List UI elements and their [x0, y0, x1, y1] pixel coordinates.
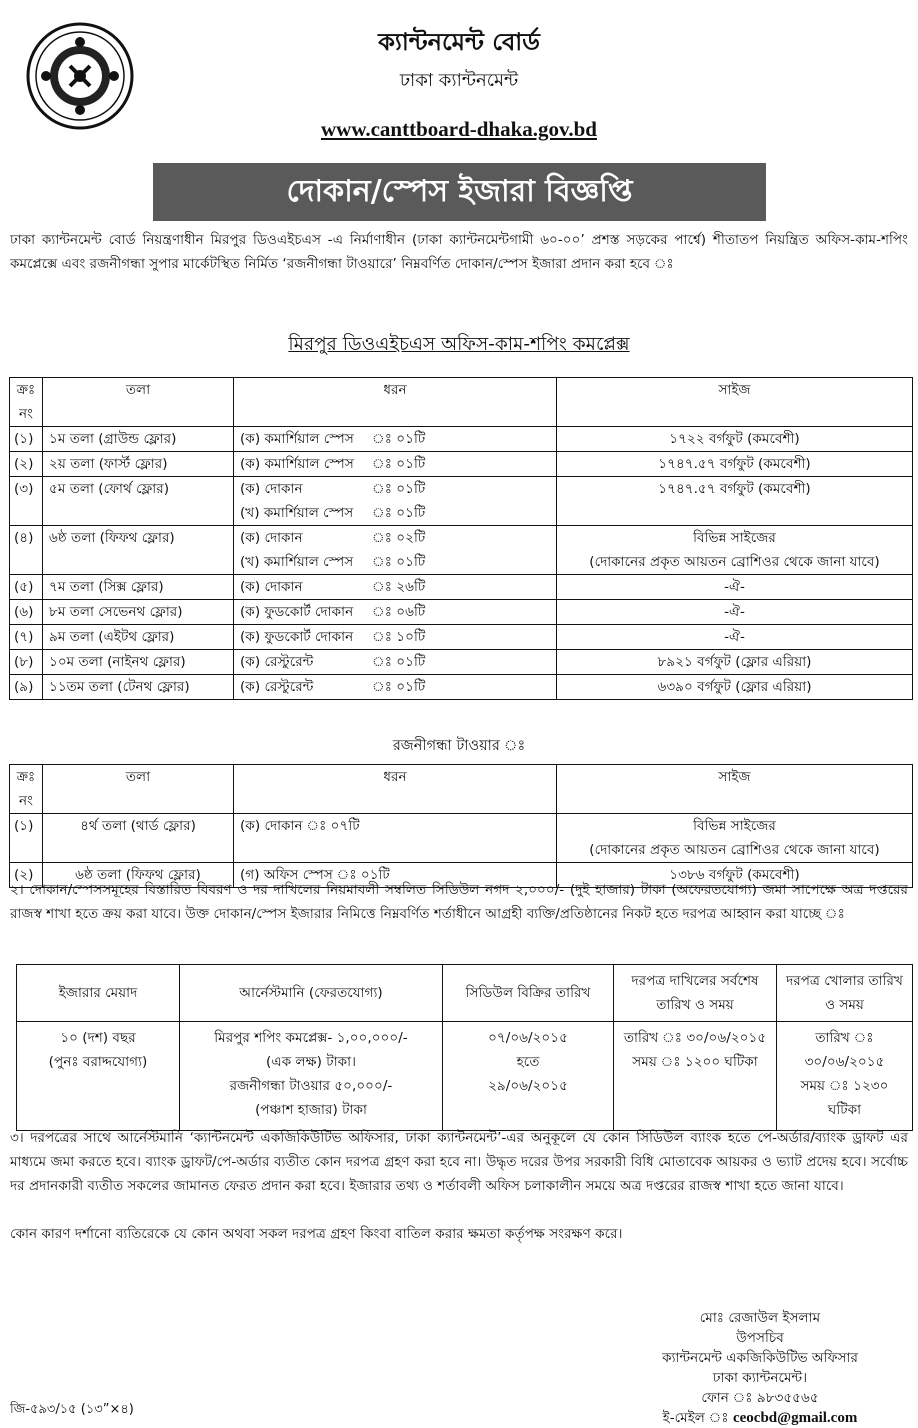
- website-link[interactable]: www.canttboard-dhaka.gov.bd: [321, 117, 597, 141]
- signatory-phone: ফোন ঃ ৯৮৩৫৫৬৫: [701, 1390, 819, 1406]
- floor-cell: ৭ম তলা (সিক্স ফ্লোর): [43, 575, 234, 600]
- type-cell: [234, 650, 557, 675]
- size-cell: [557, 526, 913, 575]
- submission-time: সময় ঃ ১২০০ ঘটিকা: [632, 1054, 758, 1070]
- opening-cell: [777, 1022, 913, 1131]
- type-label: (ক) কমার্শিয়াল স্পেস: [240, 431, 354, 447]
- serial-cell: (২): [10, 863, 43, 888]
- type-count: ঃ ০১টি: [372, 481, 426, 497]
- schedule-sale-cell: [443, 1022, 614, 1131]
- table-row: [10, 625, 913, 650]
- type-cell: (গ) অফিস স্পেস ঃ ০১টি: [234, 863, 557, 888]
- serial-cell: (৯): [10, 675, 43, 700]
- type-cell: [234, 600, 557, 625]
- type-label: (খ) কমার্শিয়াল স্পেস: [240, 554, 354, 570]
- earnest-money-line: (পঞ্চাশ হাজার) টাকা: [255, 1102, 367, 1118]
- col-header-size: সাইজ: [557, 765, 913, 814]
- serial-cell: (১): [10, 427, 43, 452]
- lease-period-cell: [17, 1022, 180, 1131]
- type-label: (ক) রেস্টুরেন্ট: [240, 679, 314, 695]
- notice-banner: দোকান/স্পেস ইজারা বিজ্ঞপ্তি: [153, 163, 766, 221]
- floor-cell: ৫ম তলা (ফোর্থ ফ্লোর): [43, 477, 234, 526]
- type-count: ঃ ০১টি: [372, 456, 426, 472]
- size-line: বিভিন্ন সাইজের: [693, 818, 776, 834]
- table-row: [10, 675, 913, 700]
- table-row: [10, 650, 913, 675]
- signatory-name: মোঃ রেজাউল ইসলাম: [699, 1310, 821, 1326]
- size-line: ১৭৪৭.৫৭ বর্গফুট (কমবেশী): [658, 481, 811, 497]
- table-row: [10, 814, 913, 863]
- sale-date-line: ০৭/০৬/২০১৫: [488, 1030, 568, 1046]
- type-label: (ক) দোকান: [240, 481, 303, 497]
- signatory-office: ক্যান্টনমেন্ট একজিকিউটিভ অফিসার: [662, 1350, 858, 1366]
- serial-cell: (৮): [10, 650, 43, 675]
- size-line: ১৭৪৭.৫৭ বর্গফুট (কমবেশী): [658, 456, 811, 472]
- size-line: ১৭২২ বর্গফুট (কমবেশী): [669, 431, 800, 447]
- mirpur-space-table: [9, 377, 913, 700]
- email-link[interactable]: ceocbd@gmail.com: [732, 1410, 858, 1426]
- type-label: (ক) রেস্টুরেন্ট: [240, 654, 314, 670]
- type-cell: [234, 477, 557, 526]
- floor-cell: ১১তম তলা (টেনথ ফ্লোর): [43, 675, 234, 700]
- type-count: ঃ ০১টি: [372, 654, 426, 670]
- type-cell: (ক) দোকান ঃ ০৭টি: [234, 814, 557, 863]
- type-label: (ক) দোকান: [240, 579, 303, 595]
- size-line: ১৩৮৬ বর্গফুট (কমবেশী): [669, 867, 800, 883]
- earnest-money-line: মিরপুর শপিং কমপ্লেক্স- ১,০০,০০০/-: [214, 1030, 408, 1046]
- size-line: -ঐ-: [724, 579, 745, 595]
- section-title-rajanigandha: রজনীগন্ধা টাওয়ার ঃ: [392, 738, 526, 754]
- floor-cell: ৮ম তলা সেভেনথ ফ্লোর): [43, 600, 234, 625]
- type-count: ঃ ২৬টি: [372, 579, 426, 595]
- type-count: ঃ ০১টি: [372, 679, 426, 695]
- type-label: (ক) কমার্শিয়াল স্পেস: [240, 456, 354, 472]
- size-cell: [557, 600, 913, 625]
- type-cell: [234, 427, 557, 452]
- section-title-mirpur: মিরপুর ডিওএইচএস অফিস-কাম-শপিং কমপ্লেক্স: [288, 334, 630, 355]
- table-row: [10, 477, 913, 526]
- size-line: -ঐ-: [724, 629, 745, 645]
- serial-cell: (৪): [10, 526, 43, 575]
- size-cell: [557, 625, 913, 650]
- opening-date: তারিখ ঃ ৩০/০৬/২০১৫: [804, 1030, 885, 1070]
- opening-time: সময় ঃ ১২৩০ ঘটিকা: [800, 1078, 889, 1118]
- lease-period-line: ১০ (দশ) বছর: [60, 1030, 136, 1046]
- floor-cell: ৪র্থ তলা (থার্ড ফ্লোর): [43, 814, 234, 863]
- table-row: [10, 452, 913, 477]
- earnest-money-line: রজনীগন্ধা টাওয়ার ৫০,০০০/-: [229, 1078, 393, 1094]
- size-cell: [557, 452, 913, 477]
- floor-cell: ২য় তলা (ফার্স্ট ফ্লোর): [43, 452, 234, 477]
- col-header-schedule-sale: সিডিউল বিক্রির তারিখ: [443, 965, 614, 1022]
- signatory-place: ঢাকা ক্যান্টনমেন্ট।: [712, 1370, 808, 1386]
- col-header-earnest-money: আর্নেস্টমানি (ফেরতযোগ্য): [180, 965, 443, 1022]
- serial-cell: (৫): [10, 575, 43, 600]
- size-line: -ঐ-: [724, 604, 745, 620]
- earnest-money-cell: [180, 1022, 443, 1131]
- submission-date: তারিখ ঃ ৩০/০৬/২০১৫: [623, 1030, 767, 1046]
- size-cell: [557, 477, 913, 526]
- table-row: [10, 600, 913, 625]
- floor-cell: ৬ষ্ঠ তলা (ফিফথ ফ্লোর): [43, 526, 234, 575]
- col-header-serial: ক্রঃ নং: [10, 765, 43, 814]
- floor-cell: ৯ম তলা (এইটথ ফ্লোর): [43, 625, 234, 650]
- floor-cell: ১০ম তলা (নাইনথ ফ্লোর): [43, 650, 234, 675]
- signature-block: [640, 1308, 880, 1428]
- type-label: (ক) ফুডকোর্ট দোকান: [240, 629, 354, 645]
- type-cell: [234, 625, 557, 650]
- table-row: [10, 526, 913, 575]
- type-count: ঃ ১০টি: [372, 629, 426, 645]
- size-line: ৮৯২১ বর্গফুট (ফ্লোর এরিয়া): [657, 654, 812, 670]
- type-cell: [234, 675, 557, 700]
- email-label: ই-মেইল ঃ: [662, 1410, 729, 1426]
- type-cell: [234, 575, 557, 600]
- col-header-floor: তলা: [43, 378, 234, 427]
- col-header-submission: দরপত্র দাখিলের সর্বশেষ তারিখ ও সময়: [614, 965, 777, 1022]
- org-name: ক্যান্টনমেন্ট বোর্ড: [378, 28, 540, 56]
- submission-cell: [614, 1022, 777, 1131]
- col-header-serial: ক্রঃ নং: [10, 378, 43, 427]
- size-line: ৬৩৯০ বর্গফুট (ফ্লোর এরিয়া): [657, 679, 812, 695]
- col-header-size: সাইজ: [557, 378, 913, 427]
- floor-cell: ৬ষ্ঠ তলা (ফিফথ ফ্লোর): [43, 863, 234, 888]
- lease-period-line: (পুনঃ বরাদ্দযোগ্য): [48, 1054, 148, 1070]
- col-header-opening: দরপত্র খোলার তারিখ ও সময়: [777, 965, 913, 1022]
- intro-paragraph: ঢাকা ক্যান্টনমেন্ট বোর্ড নিয়ন্ত্রণাধীন মিরপুর ডিওএইচএস -এ নির্মাণাধীন (ঢাকা ক্যান্টনমেন্টগামী ৬০-০০’ প্রশস্ত সড়কের পার্শ্বে) শীতাতপ নিয়ন্ত্রিত অফিস-কাম-শপিং কমপ্লেক্সে এবং রজনীগন্ধা সুপার মার্কেটস্থিত নির্মিত ‘রজনীগন্ধা টাওয়ারে’ নিম্নবর্ণিত দোকান/স্পেস ইজারা প্রদান করা হবে ঃ: [10, 232, 908, 272]
- type-count: ঃ ০২টি: [372, 530, 426, 546]
- type-count: ঃ ০১টি: [372, 554, 426, 570]
- table-row: [10, 575, 913, 600]
- table-row: [10, 427, 913, 452]
- col-header-floor: তলা: [43, 765, 234, 814]
- size-line: বিভিন্ন সাইজের: [693, 530, 776, 546]
- size-cell: [557, 575, 913, 600]
- lease-terms-table: [16, 964, 913, 1131]
- type-cell: [234, 526, 557, 575]
- schedule-paragraph: ২। দোকান/স্পেসসমূহের বিস্তারিত বিবরণ ও দর দাখিলের নিয়মাবলী সম্বলিত সিডিউল নগদ ২,০০০/- (দুই হাজার) টাকা (অফেরতযোগ্য) জমা সাপেক্ষে অত্র দপ্তরের রাজস্ব শাখা হতে ক্রয় করা যাবে। উক্ত দোকান/স্পেস ইজারার নিমিত্তে নিম্নবর্ণিত শর্তাধীনে আগ্রহী ব্যক্তি/প্রতিষ্ঠানের নিকট হতে দরপত্র আহ্বান করা যাচ্ছে ঃ: [10, 882, 908, 922]
- type-count: ঃ ০১টি: [372, 431, 426, 447]
- type-cell: [234, 452, 557, 477]
- earnest-money-line: (এক লক্ষ) টাকা।: [266, 1054, 356, 1070]
- signatory-designation: উপসচিব: [736, 1330, 784, 1346]
- serial-cell: (৩): [10, 477, 43, 526]
- sale-date-line: হতে: [516, 1054, 540, 1070]
- size-cell: [557, 675, 913, 700]
- serial-cell: (৭): [10, 625, 43, 650]
- type-label: (ক) ফুডকোর্ট দোকান: [240, 604, 354, 620]
- serial-cell: (৬): [10, 600, 43, 625]
- col-header-type: ধরন: [234, 765, 557, 814]
- size-cell: [557, 427, 913, 452]
- conditions-paragraph: ৩। দরপত্রের সাথে আর্নেস্টমানি ‘ক্যান্টনমেন্ট একজিকিউটিভ অফিসার, ঢাকা ক্যান্টনমেন্ট’-এর অনুকূলে যে কোন সিডিউল ব্যাংক হতে পে-অর্ডার/ব্যাংক ড্রাফট এর মাধ্যমে জমা করতে হবে। ব্যাংক ড্রাফট/পে-অর্ডার ব্যতীত কোন দরপত্র গ্রহণ করা হবে না। উদ্ধৃত দরের উপর সরকারী বিধি মোতাবেক আয়কর ও ভ্যাট প্রদেয় হবে। সর্বোচ্চ দর প্রদানকারী ব্যতীত সকলের জামানত ফেরত প্রদান করা হবে। ইজারার তথ্য ও শর্তাবলী অফিস চলাকালীন সময়ে অত্র দপ্তরের রাজস্ব শাখা হতে জানা যাবে।: [10, 1130, 908, 1194]
- sale-date-line: ২৯/০৬/২০১৫: [488, 1078, 568, 1094]
- size-cell: [557, 650, 913, 675]
- type-count: ঃ ০৬টি: [372, 604, 426, 620]
- table-row: [17, 1022, 913, 1131]
- size-line: (দোকানের প্রকৃত আয়তন ব্রোশিওর থেকে জানা যাবে): [589, 842, 880, 858]
- rajanigandha-space-table: [9, 764, 913, 888]
- col-header-type: ধরন: [234, 378, 557, 427]
- authority-paragraph: কোন কারণ দর্শানো ব্যতিরেকে যে কোন অথবা সকল দরপত্র গ্রহণ কিংবা বাতিল করার ক্ষমতা কর্তৃপক্ষ সংরক্ষণ করে।: [10, 1226, 623, 1242]
- org-subtitle: ঢাকা ক্যান্টনমেন্ট: [399, 70, 519, 91]
- reference-number: জি-৫৯৩/১৫ (১৩”×৪): [10, 1402, 134, 1417]
- type-label: (ক) দোকান: [240, 530, 303, 546]
- size-line: (দোকানের প্রকৃত আয়তন ব্রোশিওর থেকে জানা যাবে): [589, 554, 880, 570]
- type-count: ঃ ০১টি: [372, 505, 426, 521]
- col-header-lease-period: ইজারার মেয়াদ: [17, 965, 180, 1022]
- floor-cell: ১ম তলা (গ্রাউন্ড ফ্লোর): [43, 427, 234, 452]
- serial-cell: (১): [10, 814, 43, 863]
- serial-cell: (২): [10, 452, 43, 477]
- size-cell: [557, 814, 913, 863]
- type-label: (খ) কমার্শিয়াল স্পেস: [240, 505, 354, 521]
